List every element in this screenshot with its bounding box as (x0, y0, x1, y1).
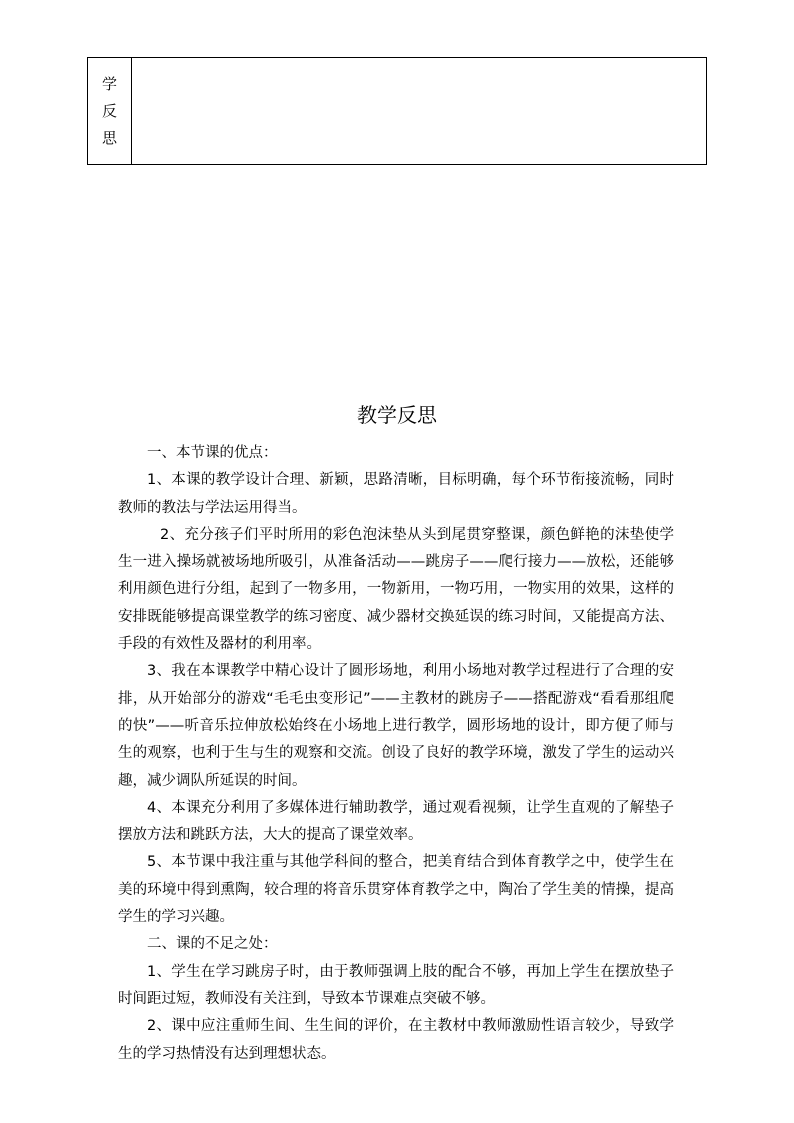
reflection-content-cell (132, 58, 707, 165)
paragraph-point-3: 3、我在本课教学中精心设计了圆形场地，利用小场地对教学过程进行了合理的安排，从开始部分的游戏“毛毛虫变形记”——主教材的跳房子——搭配游戏“看看那组爬的快”——听音乐拉伸放松始终在小场地上进行教学，圆形场地的设计，即方便了师与生的观察，也利于生与生的观察和交流。创设了良好的教学环境，激发了学生的运动兴趣，减少调队所延误的时间。 (118, 663, 674, 789)
reflection-label-cell (88, 58, 132, 165)
document-body (118, 440, 674, 1068)
paragraph-point-5: 5、本节课中我注重与其他学科间的整合，把美育结合到体育教学之中，使学生在美的环境中得到熏陶，较合理的将音乐贯穿体育教学之中，陶冶了学生美的情操，提高学生的学习兴趣。 (118, 854, 674, 926)
paragraph-weakness-2: 2、课中应注重师生间、生生间的评价，在主教材中教师激励性语言较少，导致学生的学习热情没有达到理想状态。 (118, 1018, 674, 1062)
document-title: 教学反思 (357, 403, 437, 427)
section-heading-weaknesses: 二、课的不足之处： (147, 936, 278, 953)
section-heading-strengths: 一、本节课的优点： (147, 445, 278, 461)
paragraph-point-1: 1、本课的教学设计合理、新颖，思路清晰，目标明确，每个环节衔接流畅，同时教师的教法与学法运用得当。 (118, 472, 674, 516)
paragraph-point-2: 2、充分孩子们平时所用的彩色泡沫垫从头到尾贯穿整课，颜色鲜艳的沫垫使学生一进入操场就被场地所吸引，从准备活动——跳房子——爬行接力——放松，还能够利用颜色进行分组，起到了一物多用，一物新用，一物巧用，一物实用的效果，这样的安排既能够提高课堂教学的练习密度、减少器材交换延误的练习时间，又能提高方法、手段的有效性及器材的利用率。 (118, 526, 674, 653)
label-char: 学 (101, 74, 117, 93)
paragraph-weakness-1: 1、学生在学习跳房子时，由于教师强调上肢的配合不够，再加上学生在摆放垫子时间距过短，教师没有关注到，导致本节课难点突破不够。 (118, 963, 674, 1007)
label-char: 反 (101, 101, 117, 120)
label-char: 思 (101, 128, 117, 147)
reflection-table (87, 57, 707, 165)
paragraph-point-4: 4、本课充分利用了多媒体进行辅助教学，通过观看视频，让学生直观的了解垫子摆放方法和跳跃方法，大大的提高了课堂效率。 (118, 799, 674, 844)
